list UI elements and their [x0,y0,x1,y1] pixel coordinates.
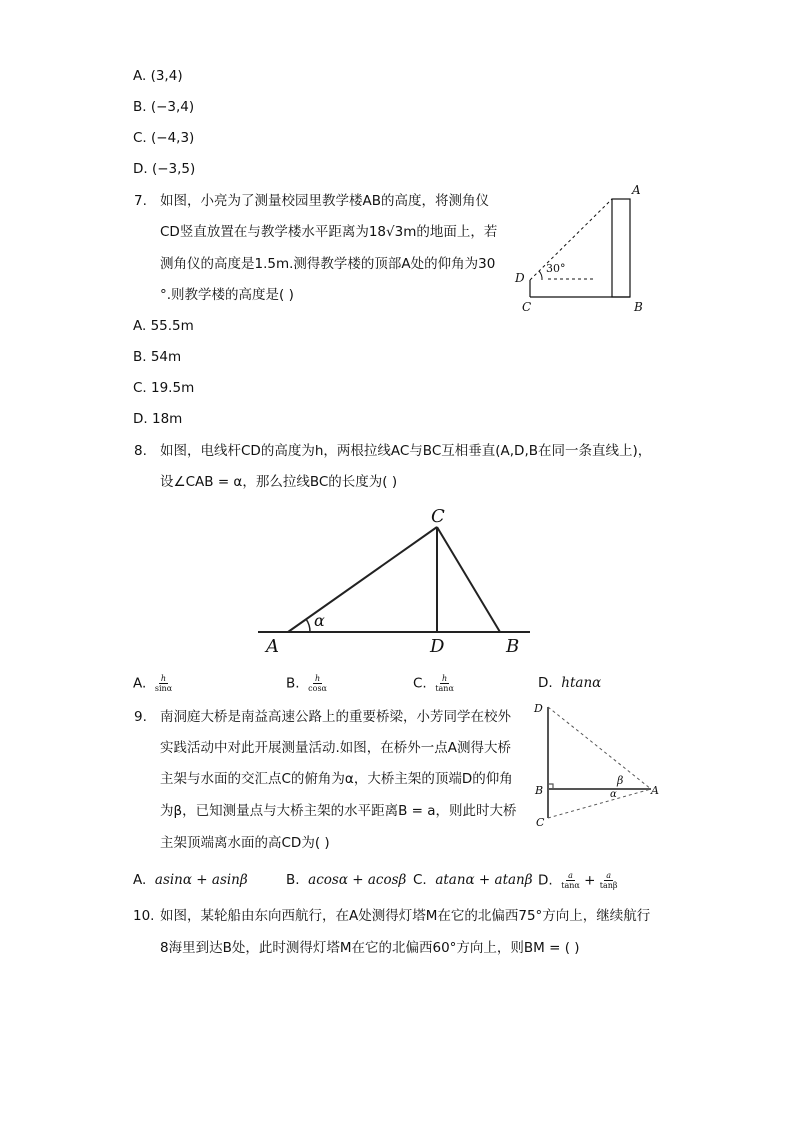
q8-number: 8. [134,443,147,459]
q7-label-a: A [632,183,641,197]
q9-figure [548,707,651,818]
q8-label-a: A [266,636,279,657]
q7-label-c: C [522,300,532,314]
q8-option-d: D. htanα [538,675,602,691]
q10-line: 8海里到达B处，此时测得灯塔M在它的北偏西60°方向上，则BM = ( ) [160,940,580,956]
q8-label-b: B [506,636,520,657]
q7-option-d: D. 18m [133,411,183,427]
q9-option-c: C. atanα + atanβ [413,872,533,888]
q6-option-c: C. (−4,3) [133,130,195,146]
q9-line: 南洞庭大桥是南益高速公路上的重要桥梁，小芳同学在校外 [160,709,511,725]
q7-line: °.则教学楼的高度是( ) [160,287,294,303]
q9-number: 9. [134,709,147,725]
q9-option-b: B. acosα + acosβ [286,872,407,888]
q6-option-d: D. (−3,5) [133,161,196,177]
q8-line: 如图，电线杆CD的高度为h，两根拉线AC与BC互相垂直(A,D,B在同一条直线上)， [160,443,652,459]
q7-angle-label: 30° [546,262,566,275]
q8-angle-label: α [314,611,325,630]
q7-option-c: C. 19.5m [133,380,195,396]
q7-figure [530,199,630,297]
q7-number: 7. [134,193,147,209]
q7-line: 测角仪的高度是1.5m.测得教学楼的顶部A处的仰角为30 [160,256,496,272]
q7-line: CD竖直放置在与教学楼水平距离为18√3m的地面上，若 [160,224,498,240]
q7-line: 如图，小亮为了测量校园里教学楼AB的高度，将测角仪 [160,193,489,209]
q9-line: 主架顶端离水面的高CD为( ) [160,835,330,851]
q7-option-b: B. 54m [133,349,182,365]
q10-line: 如图，某轮船由东向西航行，在A处测得灯塔M在它的北偏西75°方向上，继续航行 [160,908,651,924]
q10-number: 10. [133,908,155,924]
q9-line: 实践活动中对此开展测量活动.如图，在桥外一点A测得大桥 [160,740,512,756]
q9-line: 为β，已知测量点与大桥主架的水平距离B = a，则此时大桥 [160,803,517,819]
q9-line: 主架与水面的交汇点C的俯角为α，大桥主架的顶端D的仰角 [160,771,513,787]
q9-label-c: C [536,816,545,829]
q8-label-c: C [431,506,445,527]
q7-label-b: B [634,300,643,314]
q8-option-a: A. $\frac{h}{\sin\alpha}$ [133,674,173,693]
q6-option-a: A. (3,4) [133,68,183,84]
q8-figure [258,527,530,632]
q8-line: 设∠CAB = α，那么拉线BC的长度为( ) [160,474,398,490]
q9-label-b: B [535,784,544,797]
q9-label-a: A [651,784,659,797]
q9-option-d: D. $\frac{a}{\tan\alpha}$ + $\frac{a}{\tan\beta}$ [538,871,618,890]
q7-label-d: D [515,271,525,285]
q8-option-b: B. $\frac{h}{\cos\alpha}$ [286,674,327,693]
q8-label-d: D [430,636,445,657]
q8-option-c: C. $\frac{h}{\tan\alpha}$ [413,674,454,693]
q7-option-a: A. 55.5m [133,318,194,334]
q6-option-b: B. (−3,4) [133,99,195,115]
q9-label-d: D [534,702,543,715]
q9-option-a: A. asinα + asinβ [133,872,248,888]
q9-beta-label: β [617,774,624,787]
q9-alpha-label: α [610,789,617,800]
